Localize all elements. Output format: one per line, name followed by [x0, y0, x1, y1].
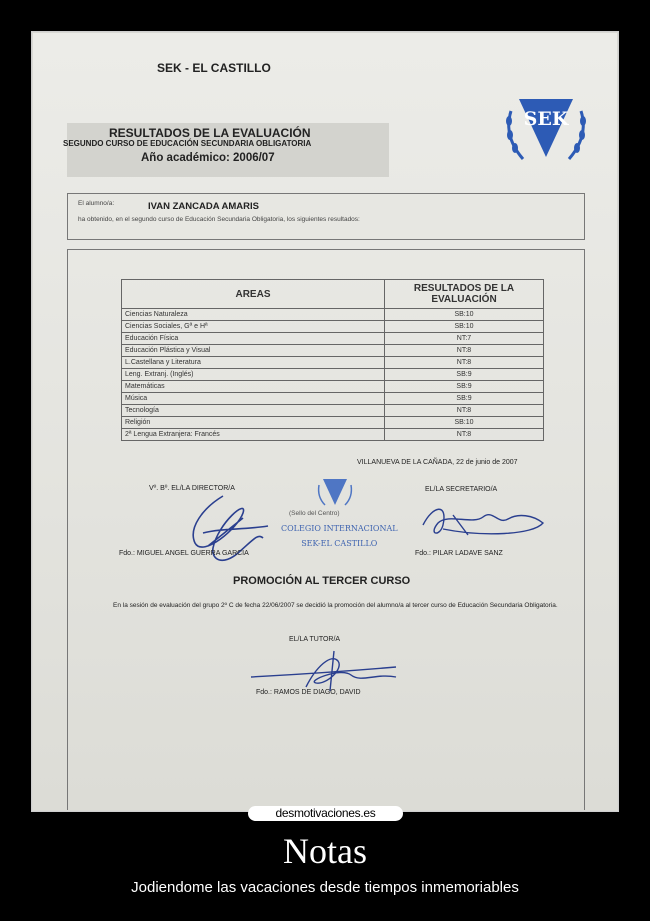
- director-label: Vº. Bº. EL/LA DIRECTOR/A: [149, 485, 235, 492]
- place-date: VILLANUEVA DE LA CAÑADA, 22 de junio de 2007: [357, 459, 518, 466]
- grade-cell: SB:9: [385, 381, 544, 393]
- area-cell: Música: [122, 393, 385, 405]
- grade-cell: NT:8: [385, 405, 544, 417]
- grade-cell: SB:9: [385, 369, 544, 381]
- table-row: [122, 333, 544, 345]
- table-row: [122, 393, 544, 405]
- sek-logo: [501, 91, 591, 171]
- site-watermark: desmotivaciones.es: [248, 806, 403, 821]
- area-cell: L.Castellana y Literatura: [122, 357, 385, 369]
- area-cell: Ciencias Naturaleza: [122, 309, 385, 321]
- evaluation-title: RESULTADOS DE LA EVALUACIÓN: [109, 126, 311, 140]
- area-cell: Educación Plástica y Visual: [122, 345, 385, 357]
- table-row: [122, 381, 544, 393]
- grade-cell: SB:9: [385, 393, 544, 405]
- table-row: [122, 405, 544, 417]
- area-cell: Matemáticas: [122, 381, 385, 393]
- area-cell: Leng. Extranj. (Inglés): [122, 369, 385, 381]
- area-cell: Tecnología: [122, 405, 385, 417]
- student-label: El alumno/a:: [78, 200, 115, 207]
- grade-cell: NT:8: [385, 429, 544, 441]
- grades-table: [121, 279, 544, 441]
- secretary-name: Fdo.: PILAR LADAVE SANZ: [415, 550, 503, 557]
- student-result-line: ha obtenido, en el segundo curso de Educación Secundaria Obligatoria, los siguientes resultados:: [78, 216, 360, 223]
- promotion-text: En la sesión de evaluación del grupo 2º C de fecha 22/06/2007 se decidió la promoción del alumno/a al tercer curso de Educación Secundaria Obligatoria.: [113, 602, 558, 609]
- area-cell: Religión: [122, 417, 385, 429]
- director-name: Fdo.: MIGUEL ANGEL GUERRA GARCIA: [119, 550, 249, 557]
- grade-cell: SB:10: [385, 417, 544, 429]
- seal-line-1: COLEGIO INTERNACIONAL: [281, 524, 398, 533]
- table-row: [122, 309, 544, 321]
- academic-year: Año académico: 2006/07: [141, 152, 275, 164]
- secretary-signature: [413, 495, 548, 545]
- seal-stamp: [281, 521, 398, 551]
- secretary-label: EL/LA SECRETARIO/A: [425, 486, 498, 493]
- grade-cell: NT:8: [385, 345, 544, 357]
- poster-title: Notas: [283, 831, 367, 871]
- table-row: [122, 345, 544, 357]
- grade-cell: NT:7: [385, 333, 544, 345]
- area-cell: Educación Física: [122, 333, 385, 345]
- evaluation-subtitle: SEGUNDO CURSO DE EDUCACIÓN SECUNDARIA OBLIGATORIA: [63, 139, 312, 148]
- photo-frame: [31, 31, 619, 812]
- table-row: [122, 369, 544, 381]
- tutor-signature: [246, 647, 406, 693]
- area-cell: Ciencias Sociales, Gª e Hª: [122, 321, 385, 333]
- table-row: [122, 357, 544, 369]
- tutor-name: Fdo.: RAMOS DE DIAGO, DAVID: [256, 689, 361, 696]
- results-header: RESULTADOS DE LA EVALUACIÓN: [385, 280, 544, 309]
- student-name: IVAN ZANCADA AMARIS: [148, 201, 260, 212]
- seal-label: (Sello del Centro): [289, 510, 340, 517]
- areas-header: AREAS: [122, 280, 385, 309]
- promotion-title: PROMOCIÓN AL TERCER CURSO: [233, 575, 411, 587]
- logo-text: SEK: [523, 108, 569, 130]
- table-row: [122, 417, 544, 429]
- seal-logo: [315, 475, 355, 509]
- table-row: [122, 429, 544, 441]
- table-row: [122, 321, 544, 333]
- director-signature: [183, 488, 273, 573]
- area-cell: 2ª Lengua Extranjera: Francés: [122, 429, 385, 441]
- student-box: [67, 193, 585, 240]
- tutor-label: EL/LA TUTOR/A: [289, 636, 341, 643]
- poster-subtitle: Jodiendome las vacaciones desde tiempos inmemoriables: [131, 879, 519, 896]
- grade-cell: NT:8: [385, 357, 544, 369]
- grade-cell: SB:10: [385, 309, 544, 321]
- seal-line-2: SEK-EL CASTILLO: [301, 539, 378, 548]
- grade-cell: SB:10: [385, 321, 544, 333]
- school-name: SEK - EL CASTILLO: [157, 61, 271, 75]
- grade-certificate: [33, 33, 617, 810]
